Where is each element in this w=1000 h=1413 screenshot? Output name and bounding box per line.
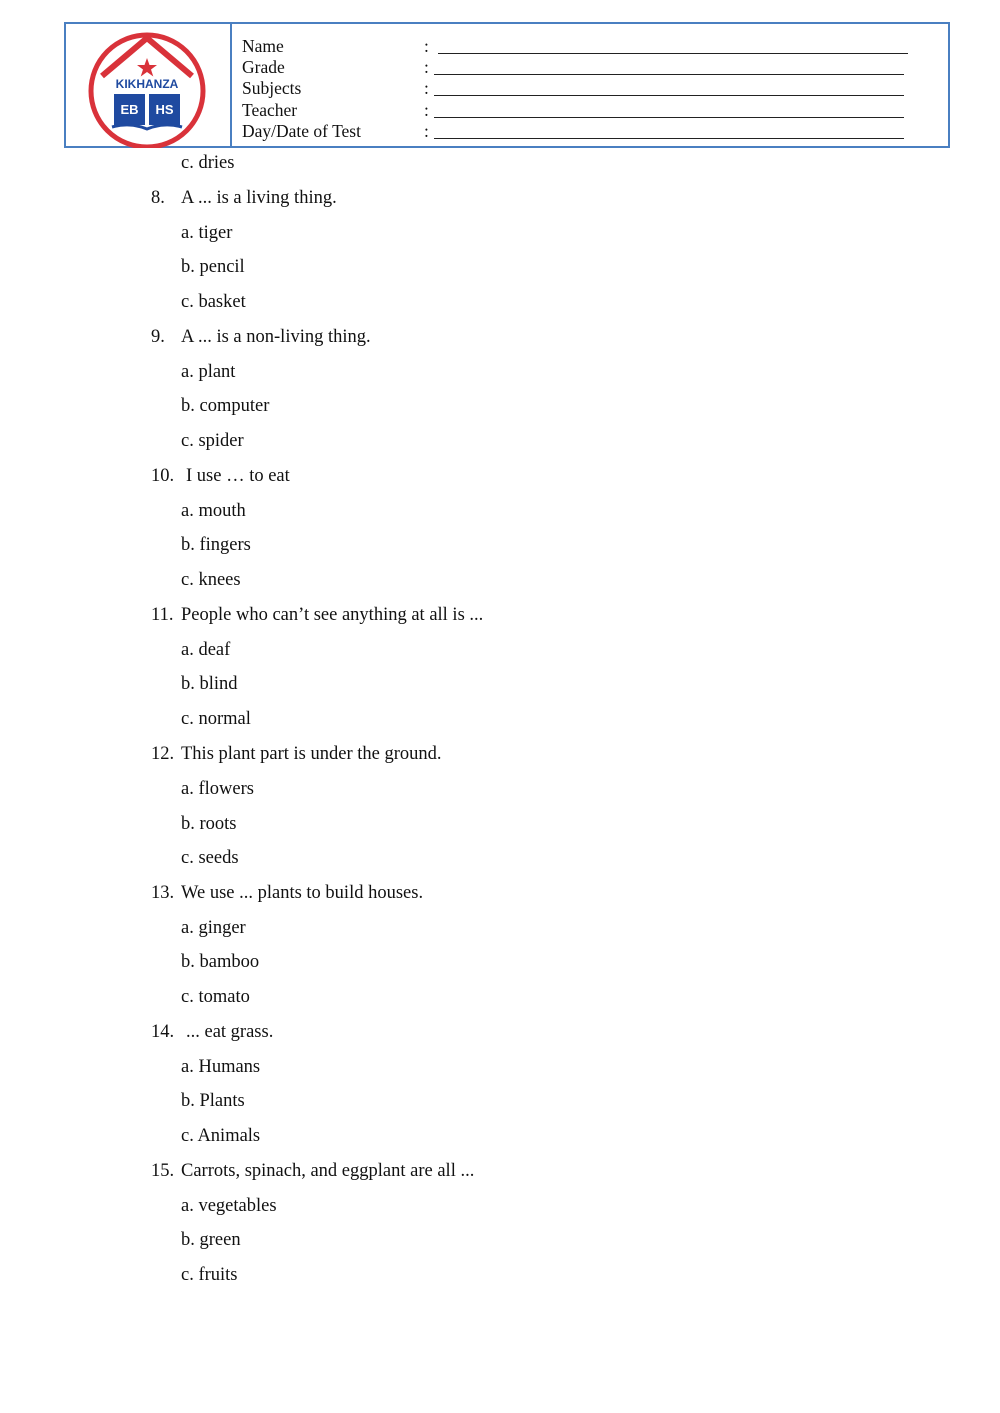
option[interactable]: c. Animals — [181, 1126, 261, 1146]
question-number: 13. — [151, 883, 175, 903]
option[interactable]: b. bamboo — [181, 952, 260, 972]
field-blank[interactable] — [434, 95, 904, 96]
option[interactable]: c. fruits — [181, 1265, 238, 1285]
option[interactable]: c. knees — [181, 570, 241, 590]
question-text: ... eat grass. — [186, 1022, 274, 1042]
question-number: 12. — [151, 744, 175, 764]
field-blank[interactable] — [434, 117, 904, 118]
option[interactable]: a. Humans — [181, 1057, 261, 1077]
logo-right-text: HS — [155, 102, 174, 117]
question-text: This plant part is under the ground. — [181, 744, 442, 764]
field-label: Name — [242, 36, 284, 56]
question-number: 14. — [151, 1022, 175, 1042]
question-text: Carrots, spinach, and eggplant are all ... — [181, 1161, 475, 1181]
question-number: 9. — [151, 327, 165, 347]
option[interactable]: a. ginger — [181, 918, 246, 938]
field-colon: : — [424, 120, 429, 141]
field-teacher[interactable] — [242, 100, 942, 121]
option[interactable]: b. blind — [181, 674, 238, 694]
option[interactable]: c. normal — [181, 709, 251, 729]
student-info — [242, 36, 942, 142]
question-text: I use … to eat — [186, 466, 290, 486]
field-subjects[interactable] — [242, 78, 942, 99]
question-number: 10. — [151, 466, 175, 486]
option[interactable]: a. vegetables — [181, 1196, 277, 1216]
field-colon: : — [424, 57, 429, 78]
option[interactable]: c. dries — [181, 153, 235, 173]
option[interactable]: a. deaf — [181, 640, 231, 660]
logo-cell — [66, 24, 232, 146]
question-text: A ... is a non-living thing. — [181, 327, 371, 347]
field-blank[interactable] — [438, 53, 908, 54]
field-grade[interactable] — [242, 57, 942, 78]
question-text: People who can’t see anything at all is ... — [181, 605, 484, 625]
star-icon — [137, 58, 157, 77]
option[interactable]: b. roots — [181, 814, 237, 834]
school-logo — [86, 30, 210, 148]
option[interactable]: b. green — [181, 1230, 241, 1250]
field-colon: : — [424, 78, 429, 99]
logo-name: KIKHANZA — [115, 77, 179, 91]
field-label: Subjects — [242, 78, 302, 99]
field-date[interactable] — [242, 121, 942, 142]
option[interactable]: a. tiger — [181, 223, 233, 243]
field-colon: : — [424, 99, 429, 120]
option[interactable]: a. mouth — [181, 501, 246, 521]
logo-left-text: EB — [120, 102, 139, 117]
field-label: Day/Date of Test — [242, 120, 361, 141]
field-label: Teacher — [242, 99, 298, 120]
test-header — [64, 22, 950, 148]
question-number: 8. — [151, 188, 165, 208]
option[interactable]: b. computer — [181, 396, 270, 416]
field-blank[interactable] — [434, 138, 904, 139]
field-blank[interactable] — [434, 74, 904, 75]
option[interactable]: c. seeds — [181, 848, 239, 868]
option[interactable]: b. fingers — [181, 535, 251, 555]
option[interactable]: b. pencil — [181, 257, 245, 277]
option[interactable]: a. flowers — [181, 779, 254, 799]
field-colon: : — [424, 36, 429, 56]
question-number: 11. — [151, 605, 174, 625]
field-name[interactable] — [242, 36, 942, 57]
option[interactable]: c. tomato — [181, 987, 250, 1007]
question-text: We use ... plants to build houses. — [181, 883, 424, 903]
option[interactable]: c. spider — [181, 431, 244, 451]
option[interactable]: c. basket — [181, 292, 246, 312]
field-label: Grade — [242, 57, 285, 78]
question-number: 15. — [151, 1161, 175, 1181]
option[interactable]: a. plant — [181, 362, 236, 382]
question-text: A ... is a living thing. — [181, 188, 337, 208]
option[interactable]: b. Plants — [181, 1091, 245, 1111]
